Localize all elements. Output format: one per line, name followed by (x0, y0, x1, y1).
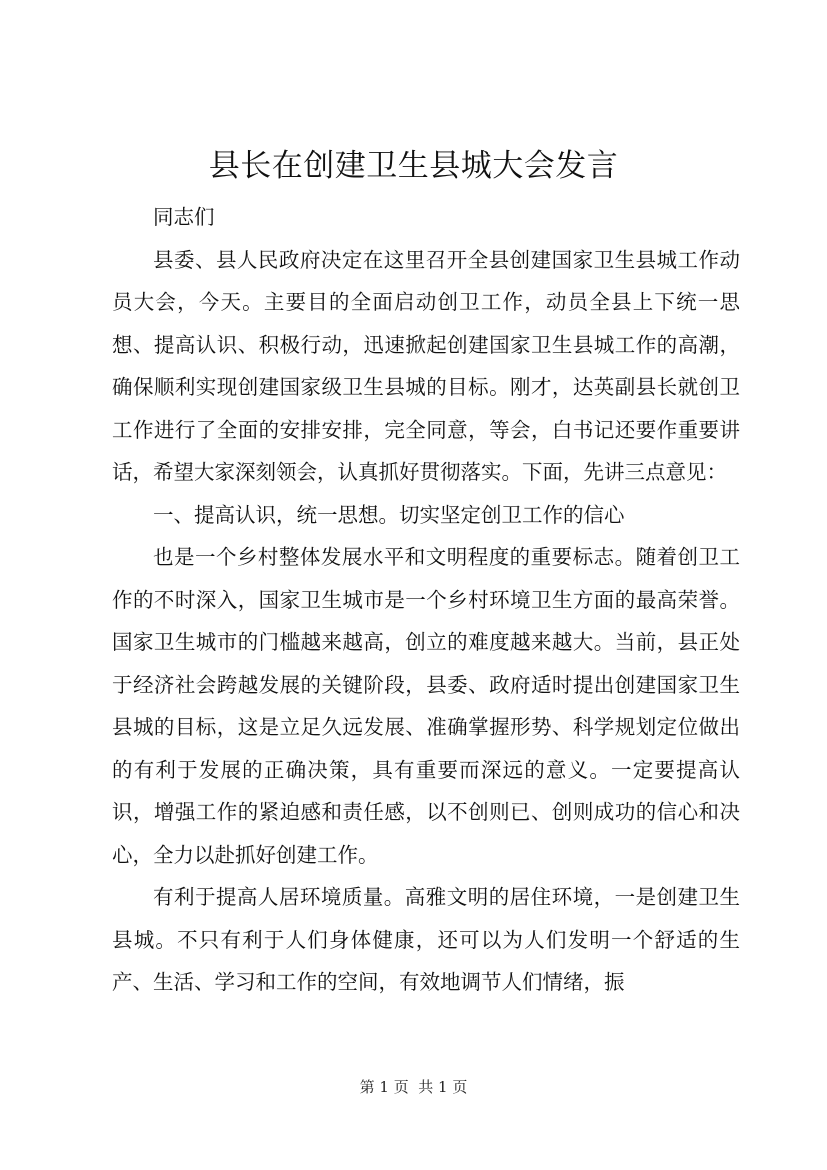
salutation: 同志们 (153, 205, 215, 229)
paragraph-environment: 有利于提高人居环境质量。高雅文明的居住环境，一是创建卫生县城。不只有利于人们身体健康，还可以为人们发明一个舒适的生产、生活、学习和工作的空间，有效地调节人们情绪，振 (112, 885, 740, 994)
document-title: 县长在创建卫生县城大会发言 (208, 148, 619, 184)
paragraph-opening: 县委、县人民政府决定在这里召开全县创建国家卫生县城工作动员大会，今天。主要目的全面启动创卫工作，动员全县上下统一思想、提高认识、积极行动，迅速掀起创建国家卫生县城工作的高潮，确保顺利实现创建国家级卫生县城的目标。刚才，达英副县长就创卫工作进行了全面的安排安排，完全同意，等会，白书记还要作重要讲话，希望大家深刻领会，认真抓好贯彻落实。下面，先讲三点意见： (112, 247, 740, 484)
document-body (112, 196, 740, 1004)
section-heading-1: 一、提高认识，统一思想。切实坚定创卫工作的信心 (153, 502, 625, 527)
paragraph-significance: 也是一个乡村整体发展水平和文明程度的重要标志。随着创卫工作的不时深入，国家卫生城市是一个乡村环境卫生方面的最高荣誉。国家卫生城市的门槛越来越高，创立的难度越来越大。当前，县正处于经济社会跨越发展的关键阶段，县委、政府适时提出创建国家卫生县城的目标，这是立足久远发展、准确掌握形势、科学规划定位做出的有利于发展的正确决策，具有重要而深远的意义。一定要提高认识，增强工作的紧迫感和责任感，以不创则已、创则成功的信心和决心，全力以赴抓好创建工作。 (112, 545, 740, 867)
page-footer: 第 1 页 共 1 页 (359, 1078, 468, 1096)
